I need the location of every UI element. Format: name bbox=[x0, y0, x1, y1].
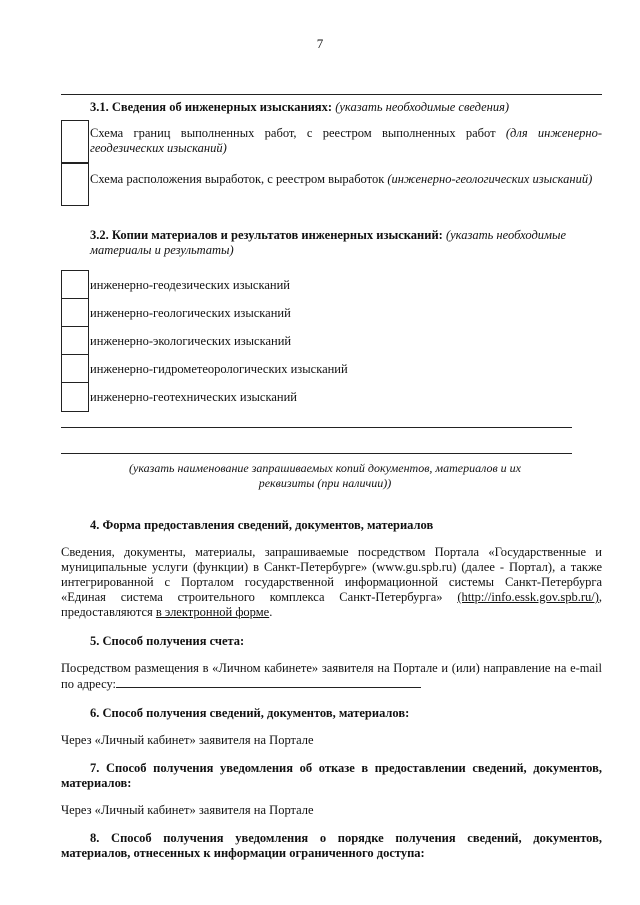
requested-copies-line-1[interactable] bbox=[61, 427, 572, 428]
checkbox-3-2-item-2[interactable] bbox=[61, 298, 89, 328]
section-3-2-item-1: инженерно-геодезических изысканий bbox=[90, 278, 290, 292]
requested-copies-caption: (указать наименование запрашиваемых копий документов, материалов и их реквизиты (при наличии)) bbox=[129, 461, 521, 490]
section-7-body: Через «Личный кабинет» заявителя на Портале bbox=[61, 803, 314, 817]
checkbox-3-2-item-1[interactable] bbox=[61, 270, 89, 300]
checkbox-3-2-item-4[interactable] bbox=[61, 354, 89, 384]
section-4-heading: 4. Форма предоставления сведений, документов, материалов bbox=[90, 518, 434, 532]
section-3-2-heading bbox=[90, 228, 602, 258]
section-3-1-hint: (указать необходимые сведения) bbox=[335, 100, 510, 114]
requested-copies-line-2[interactable] bbox=[61, 453, 572, 454]
section-3-2-hint: (указать необходимые материалы и результаты) bbox=[90, 228, 567, 257]
email-input-line[interactable] bbox=[116, 676, 421, 688]
section-3-1-title: 3.1. Сведения об инженерных изысканиях: bbox=[90, 100, 333, 114]
checkbox-3-1-item-2[interactable] bbox=[61, 163, 89, 206]
section-3-1-item-1: Схема границ выполненных работ, с реестром выполненных работ (для инженерно-геодезических изысканий) bbox=[90, 126, 603, 155]
section-8-heading: 8. Способ получения уведомления о порядке получения сведений, документов, материалов, отнесенных к информации ограниченного доступа: bbox=[61, 831, 602, 860]
section-5-heading: 5. Способ получения счета: bbox=[90, 634, 245, 648]
section-3-2-item-3: инженерно-экологических изысканий bbox=[90, 334, 292, 348]
section-3-2-item-4: инженерно-гидрометеорологических изысканий bbox=[90, 362, 348, 376]
section-3-2-item-5: инженерно-геотехнических изысканий bbox=[90, 390, 297, 404]
section-3-2-title: 3.2. Копии материалов и результатов инженерных изысканий: bbox=[90, 228, 443, 242]
section-5-body: Посредством размещения в «Личном кабинете» заявителя на Портале и (или) направление на e-mail по адресу: bbox=[61, 661, 602, 691]
section-3-1-item-2: Схема расположения выработок, с реестром выработок (инженерно-геологических изысканий) bbox=[90, 172, 593, 186]
page-number: 7 bbox=[316, 36, 324, 51]
checkbox-3-2-item-5[interactable] bbox=[61, 382, 89, 412]
checkbox-3-1-item-1[interactable] bbox=[61, 120, 89, 163]
section-4-body: Сведения, документы, материалы, запрашиваемые посредством Портала «Государственные и муниципальные услуги (функции) в Санкт-Петербурге» (www.gu.spb.ru) (далее - Портал), а также интегрированной с Порталом государственной информационной системы Санкт-Петербурга «Единая система строительного комплекса Санкт-Петербурга» (http://info.essk.gov.spb.ru/), предоставляются в электронной форме. bbox=[61, 545, 602, 619]
electronic-form-text: в электронной форме bbox=[155, 605, 270, 619]
section-7-heading: 7. Способ получения уведомления об отказе в предоставлении сведений, документов, материалов: bbox=[61, 761, 602, 790]
section-3-1-heading bbox=[90, 100, 610, 115]
section-3-2-item-2: инженерно-геологических изысканий bbox=[90, 306, 291, 320]
top-divider bbox=[61, 94, 602, 95]
section-6-heading: 6. Способ получения сведений, документов, материалов: bbox=[90, 706, 410, 720]
section-6-body: Через «Личный кабинет» заявителя на Портале bbox=[61, 733, 314, 747]
essk-link[interactable]: (http://info.essk.gov.spb.ru/) bbox=[457, 590, 599, 604]
checkbox-3-2-item-3[interactable] bbox=[61, 326, 89, 356]
